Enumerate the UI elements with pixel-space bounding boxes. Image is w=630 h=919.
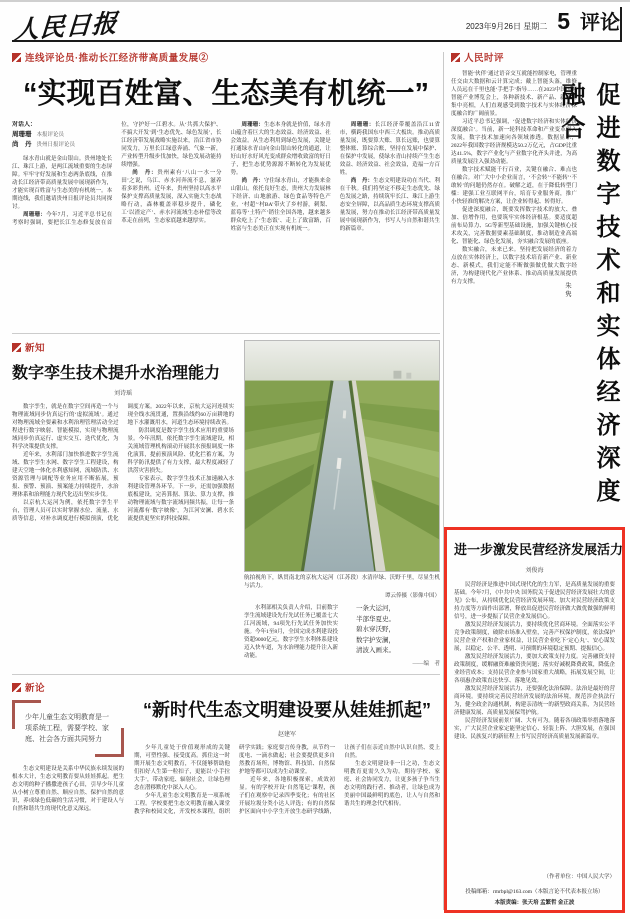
xinlun-body: [134, 744, 440, 892]
paragraph: 尚 丹：贵州素有‘八山一水一分田’之说，乌江、赤水河奔流不息，滋养着多彩贵州。近年来，贵州坚持以高水平保护支撑高质量发展，深入实施大生态战略行动，森林覆盖率稳步提升，磷化工‘以渣定产’、赤水河流域生态补偿等改革走在前列，生态家底越来越厚实。: [121, 170, 222, 224]
paragraph: 激发民营经济发展活力，要持续优化营商环境。全面落实公平竞争政策制度，破除市场准入壁垒，完善产权保护制度，依法保护民营企业产权和企业家权益，让民营企业吃下‘定心丸’、安心谋发展，以稳定、公平、透明、可预期的环境稳定预期、提振信心。: [454, 622, 615, 652]
byline-name: 尚 丹: [12, 141, 32, 148]
paragraph: 激发民营经济发展活力，要加大政策支持力度。完善融资支持政策制度，缓解融资难融资贵问题；落实好减税降费政策，降低企业经营成本；支持民营企业参与国家重大战略，拓展发展空间，让各项惠企政策直达快享、落地见效。: [454, 654, 615, 684]
byline-person: [12, 141, 112, 149]
paragraph: 半部华夏史。: [356, 615, 395, 623]
paragraph: 周珊珊：生态本身就是价值，绿水青山蕴含着巨大的生态效益、经济效益、社会效益。从生态利用到绿色发展，关键是打通绿水青山向金山银山转化的通道，让好山好水好风光变成群众增收致富的好日子，把生态优势源源不断转化为发展优势。: [230, 122, 331, 176]
byline-role: 贵州日报评论员: [36, 142, 76, 148]
paragraph: 数实融合，未来已来。坚持把发展经济的着力点放在实体经济上，以数字技术培育新产业、新业态、新模式，我们定能不断做强做优做大数字经济，为构建现代化产业体系、推动高质量发展提供有力支撑。: [451, 247, 577, 285]
header-right: [466, 6, 620, 35]
paragraph: 清波入画来。: [356, 647, 395, 654]
page-number: 5: [557, 8, 570, 34]
byline-role: 本报评论员: [36, 132, 65, 138]
right-region: [451, 50, 623, 532]
xinlun-author: 赵建军: [277, 732, 296, 738]
photo-credit: 谭云俸摄（影像中国）: [384, 593, 440, 599]
paragraph: 数字护安澜，: [356, 636, 395, 644]
paragraph: 少年儿童生态文明教育是一项系统工程。学校要把生态文明教育融入课堂教学和校园文化，开发校本课程，组织研学实践；家庭要言传身教，从节约一度电、一滴水做起；社会要提供更多自然教育场所，博物馆、科技馆、自然保护地等都可以成为生动课堂。: [134, 745, 335, 815]
page-top-edge: [0, 0, 630, 2]
paragraph: 周珊珊：长江经济带覆盖沿江11省市，横跨我国东中西三大板块。推动高质量发展，既要算大账、算长远账，也要算整体账、算综合账，坚持在发展中保护、在保护中发展，使绿水青山持续产生生态效益、经济效益、社会效益，造福一方百姓。: [339, 122, 440, 176]
xinlun-label-text: 新论: [25, 683, 46, 694]
paragraph: 一条大运河，: [356, 605, 395, 612]
paragraph: 以京杭大运河为例，依托数字孪生平台，管理人员可以实时掌握水位、流量、水质等信息，对补水调度进行模拟预演，优化调度方案。2022年以来，京杭大运河连续实现全线水流贯通，置换沿线约60万亩耕地的地下水灌溉用水，河道生态环境持续改善。: [12, 404, 234, 522]
redbox-author-note-wrap: [454, 873, 615, 881]
paragraph: 近年来，水利部门加快推进数字孪生流域、数字孪生水网、数字孪生工程建设，构建天空地一体化水利感知网，流域防洪、水资源管理与调配等业务应用不断拓展，预报、预警、预演、预案能力持续提升，水治理体系和治理能力现代化迈出坚实步伐。: [12, 452, 119, 498]
xinzhi-section: [12, 340, 440, 666]
xinlun-section-icon: [12, 683, 21, 692]
left-region: [12, 50, 440, 892]
xinzhi-continued: [244, 604, 338, 666]
header-rule: [12, 40, 622, 42]
xinzhi-author: 刘诗瑶: [113, 391, 132, 397]
paragraph: 民营经济发展前景广阔、大有可为。随着各项政策举措落地落实，广大民营企业家定能坚定信心、轻装上阵、大胆发展，在强国建设、民族复兴的新征程上书写民营经济高质量发展新篇章。: [454, 718, 615, 740]
section-name: 评论: [580, 12, 620, 34]
section-divider: [12, 674, 440, 675]
xinlun-left-column: [12, 680, 124, 892]
paragraph: 民营经济是推进中国式现代化的生力军，是高质量发展的重要基础。今年7月，《中共中央 国务院关于促进民营经济发展壮大的意见》公布，从持续优化民营经济发展环境、加大对民营经济政策支持力度等方面作出部署，释放出促进民营经济做大做优做强的鲜明信号，进一步提振了民营企业发展信心。: [454, 582, 615, 620]
pull-quote: 少年儿童生态文明教育是一项系统工程，需要学校、家庭、社会各方面共同努力: [12, 700, 124, 757]
xinlun-body-col1: [12, 765, 124, 883]
xinzhi-label: [12, 340, 234, 354]
byline-label: 对话人：: [12, 122, 37, 128]
shiping-label: [451, 50, 623, 64]
paragraph: 激发民营经济发展活力，还要强化法治保障。法治是最好的营商环境。要持续完善民营经济发展的法治环境，规范涉企执法行为，健全政企沟通机制，构建亲清统一的新型政商关系，为民营经济健康发展、高质量发展保驾护航。: [454, 686, 615, 716]
dialogue-article-body: [12, 121, 440, 325]
xinzhi-headline: 数字孪生技术提升水治理能力: [12, 365, 221, 382]
paragraph: 专家表示，数字孪生技术正加速融入水利建设管理各环节。下一步，还需加强数据底板建设，完善算据、算法、算力支撑，推动物理流域与数字流域同频共振，让每一条河流都有‘数字映像’，为江河安澜、碧水长流提供更坚实的科技保障。: [127, 476, 234, 522]
canal-aerial-photo: [244, 340, 440, 572]
redbox-author-note: （作者单位：中国人民大学）: [543, 874, 615, 880]
paragraph: 绿水青山就是金山银山。贵州地处长江、珠江上游，是两江流域重要的生态屏障。牢牢守好发展和生态两条底线，在推动长江经济带高质量发展中展现新作为，才能实现百姓富与生态美的有机统一。本期连线，我们邀请贵州日报评论员共同探讨。: [12, 156, 113, 210]
paragraph: 水利部相关负责人介绍，目前数字孪生流域建设先行先试任务已覆盖七大江河流域，94项先行先试任务加快实施。今年1至8月，全国完成水利建设投资超9000亿元，数字孪生水利体系建设迈入快车道，为水治理能力提升注入新动能。: [244, 605, 338, 659]
byline-block: [12, 121, 112, 149]
canal-verse: [346, 604, 440, 657]
byline-name: 周珊珊: [12, 131, 32, 138]
xinzhi-section-icon: [12, 343, 21, 352]
canal-verse-block: [346, 604, 440, 666]
verse-credit: ——编 者: [412, 660, 440, 667]
xinzhi-body: [12, 403, 234, 653]
main-headline: “实现百姓富、生态美有机统一”: [22, 78, 429, 110]
paragraph: 尚 丹：生态文明建设功在当代、利在千秋。我们将坚定不移走生态优先、绿色发展之路，持续筑牢长江、珠江上游生态安全屏障，以高品质生态环境支撑高质量发展，努力在推动长江经济带高质量发展中展现新作为，书写人与自然和谐共生的新篇章。: [339, 178, 440, 232]
series-label: [12, 50, 440, 64]
paragraph: 促进深度融合，既要发挥数字技术的放大、叠加、倍增作用，也要筑牢实体经济根基。要适度超前布局算力、5G等新型基础设施，加强关键核心技术攻关，完善数据要素基础制度，推动制造业高端化、智能化、绿色化发展，夯实融合发展的底座。: [451, 207, 577, 245]
page-editors-line: 本版责编：张天培 孟繁哲 金正波: [494, 900, 575, 906]
byline-person: [12, 131, 112, 139]
xinlun-label: [12, 680, 124, 694]
paragraph: 尚 丹：守住绿水青山，才能换来金山银山。依托良好生态，贵州大力发展林下经济、山地旅游、绿色食品等特色产业，‘村超’‘村BA’带火了乡村游，刺梨、蓝莓等‘土特产’销往全国各地，越来越多群众吃上了‘生态饭’、走上了致富路，百姓富与生态美正在实现有机统一。: [230, 178, 331, 232]
submission-email-line: 投稿邮箱：rmrbpl@163.com（本版言论不代表本报立场）: [465, 889, 604, 895]
below-photo-row: [244, 604, 440, 666]
xinzhi-article: [12, 340, 234, 666]
paragraph: 碧水穿沃野，: [356, 626, 395, 633]
shiping-article: [451, 70, 623, 532]
series-section-icon: [12, 53, 21, 62]
xinzhi-label-text: 新知: [25, 343, 46, 354]
highlighted-article-box: [444, 527, 625, 913]
paragraph: 智能‘伙伴’通过语音交互就能控制家电，管理重任交由大数据和云计算完成；戴上智能头盔，维修人员远在千里也能‘手把手’指导……在2023中国国际智能产业博览会上，各种新技术、新产品、新应用集中亮相，人们直观感受到数字技术与实体经济深度融合的广阔前景。: [451, 71, 577, 117]
shiping-vertical-headline: 促进数字技术和实体经济深度融合: [557, 82, 619, 511]
xinlun-article: [134, 680, 440, 892]
publication-date: 2023年9月26日 星期二: [465, 22, 548, 31]
shiping-section-icon: [451, 53, 460, 62]
paragraph: 周珊珊：今年7月，习近平总书记在考察时强调，要把长江生态修复放在首位，守护好一江碧水。从‘共抓大保护、不搞大开发’到‘生态优先、绿色发展’，长江经济带发展战略实施以来，沿江省市协同发力，万里长江绿意奔涌、气象一新，产业转型升级步伐加快，绿色发展动能持续增强。: [12, 122, 222, 226]
masthead-logo: 人民日报: [12, 8, 119, 45]
photo-block: [244, 340, 440, 666]
paragraph: 习近平总书记强调，‘促进数字经济和实体经济深度融合’。当前，新一轮科技革命和产业变革深入发展，数字技术加速向各领域渗透。数据显示，2022年我国数字经济规模达50.2万亿元，占GDP比重达41.5%，数字产业化与产业数字化齐头并进，为高质量发展注入强劲动能。: [451, 119, 577, 165]
paragraph: 生态文明建设非一日之功，生态文明教育更需久久为功。期待学校、家庭、社会协同发力，让更多孩子争当生态文明的践行者、推动者，让绿色成为美丽中国最鲜明的底色，让人与自然和谐共生的理念代代相传。: [344, 761, 440, 807]
header-rule-hook: [620, 7, 622, 40]
paragraph: 数字技术赋能千行百业，关键在融合、难点也在融合。对广大中小企业而言，‘不会转’‘不能转’‘不敢转’的问题仍然存在。破解之道，在于降低转型门槛：建强工业互联网平台，培育专业服务商，推广小快轻准的解决方案，让企业转得起、转得好。: [451, 167, 577, 205]
xinlun-section: [12, 680, 440, 892]
redbox-body: [454, 581, 615, 873]
series-label-text: 连线评论员·推动长江经济带高质量发展②: [25, 53, 209, 64]
paragraph: 数字孪生，就是在数字空间再造一个与物理流域同步仿真运行的‘虚拟流域’。通过对物理流域全要素和水利治理管理活动全过程进行数字映射、智能模拟，实现与物理流域同步仿真运行、虚实交互、迭代优化，为科学决策提供支撑。: [12, 404, 119, 450]
paragraph: 少年儿童处于价值观形成的关键期，可塑性强、接受度高。抓住这一时期开展生态文明教育，不仅能够帮助他们扣好人生第一粒扣子，更能以‘小手拉大手’，带动家庭、辐射社会，让绿色理念在潜移默化中深入人心。: [134, 745, 230, 791]
shiping-label-text: 人民时评: [464, 53, 505, 64]
paragraph: 近年来，各地积极探索，成效初显。有的学校开设‘自然笔记’课程，孩子们在观察中记录四季变化；有的社区开展垃圾分类小达人评选；有的自然保护区面向中小学生开放生态研学线路，让孩子们在亲近自然中认识自然、爱上自然。: [239, 745, 440, 815]
paragraph: 防洪调度是数字孪生技术应用的重要场景。今年汛期，依托数字孪生流域建设，相关流域管理机构滚动开展洪水预报调度一体化演算，提前预演风险、优化拦蓄方案，为科学防汛提供了有力支撑，最大程度减轻了洪涝灾害损失。: [127, 428, 234, 474]
shiping-author: 朱隽: [564, 282, 571, 299]
redbox-author: 刘俊海: [525, 568, 544, 574]
xinlun-headline: “新时代生态文明建设要从娃娃抓起”: [143, 700, 431, 720]
photo-caption: 航拍视角下，纵贯南北的京杭大运河（江苏段）水清岸绿、沃野千里，尽显生机与活力。: [244, 575, 440, 589]
section-divider: [12, 333, 440, 334]
paragraph: 生态文明建设是关系中华民族永续发展的根本大计，生态文明教育要从娃娃抓起。把生态文明的种子播撒进孩子心田，引导少年儿童从小树立尊重自然、顺应自然、保护自然的意识，养成绿色低碳的生活习惯，对于建设人与自然和谐共生的现代化意义深远。: [12, 766, 124, 812]
redbox-headline: 进一步激发民营经济发展活力: [454, 542, 624, 557]
